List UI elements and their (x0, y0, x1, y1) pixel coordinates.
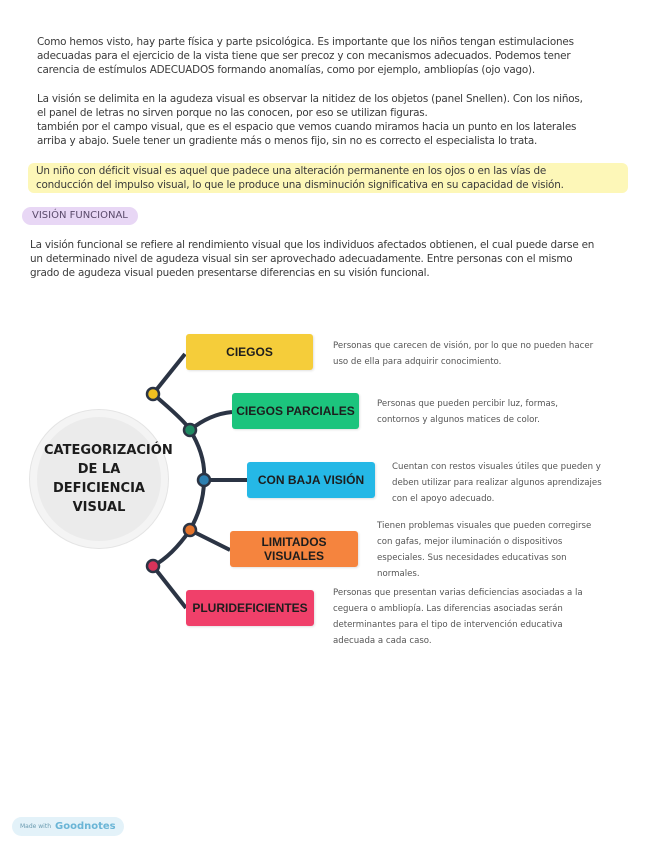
node-baja-vision (198, 474, 210, 486)
center-title-circle (30, 410, 173, 548)
category-diagram (0, 320, 656, 660)
connector-ciegos (153, 354, 185, 394)
desc-line: Cuentan con restos visuales útiles que pueden y (392, 462, 601, 472)
desc-line: con gafas, mejor iluminación o dispositivos (377, 537, 563, 547)
vision-paragraph (37, 92, 623, 148)
node-limitados (184, 524, 196, 536)
badge-brand: Goodnotes (55, 821, 116, 832)
description-baja-vision (392, 459, 652, 507)
text-line: carencia de estímulos ADECUADOS formando anomalías, como por ejemplo, ambliopías (ojo vago). (37, 64, 535, 76)
desc-line: con el apoyo adecuado. (392, 494, 495, 504)
goodnotes-badge[interactable] (12, 817, 124, 836)
center-line: DEFICIENCIA (53, 481, 145, 496)
desc-line: deben utilizar para realizar algunos aprendizajes (392, 478, 602, 488)
functional-vision-paragraph (30, 238, 630, 280)
text-line: Un niño con déficit visual es aquel que padece una alteración permanente en los ojos o en las vías de (36, 165, 547, 177)
desc-line: Personas que pueden percibir luz, formas, (377, 399, 559, 409)
text-line: arriba y abajo. Suele tener un gradiente más o menos fijo, sin no es correcto el especialista lo trata. (37, 135, 538, 147)
category-label: LIMITADOS VISUALES (261, 535, 327, 563)
description-ciegos (333, 338, 593, 370)
text-line: un determinado nivel de agudeza visual sin ser aprovechado adecuadamente. Entre personas con el mismo (30, 253, 573, 265)
text-line: el panel de letras no sirven porque no las conocen, por eso se utilizan figuras. (37, 107, 428, 119)
desc-line: uso de ella para adquirir conocimiento. (333, 357, 502, 367)
text-line: conducción del impulso visual, lo que le produce una disminución significativa en su capacidad de visión. (36, 179, 564, 191)
section-tag: VISIÓN FUNCIONAL (22, 207, 138, 225)
badge-prefix: Made with (20, 823, 51, 830)
text-line: La visión se delimita en la agudeza visual es observar la nitidez de los objetos (panel Snellen). Con los niños, (37, 93, 583, 105)
desc-line: Personas que presentan varias deficiencias asociadas a la (333, 588, 583, 598)
node-ciegos (147, 388, 159, 400)
text-line: adecuadas para el ejercicio de la vista tiene que ser precoz y con mecanismos adecuados. Podemos tener (37, 50, 571, 62)
desc-line: especiales. Sus necesidades educativas son (377, 553, 567, 563)
category-box-ciegos-parciales: CIEGOS PARCIALES (232, 393, 359, 429)
center-line: VISUAL (72, 500, 126, 515)
text-line: también por el campo visual, que es el espacio que vemos cuando miramos hacia un punto en los laterales (37, 121, 577, 133)
desc-line: contornos y algunos matices de color. (377, 415, 540, 425)
text-line: Como hemos visto, hay parte física y parte psicológica. Es importante que los niños tengan estimulaciones (37, 36, 574, 48)
desc-line: ceguera o ambliopía. Las diferencias asociadas serán (333, 604, 563, 614)
category-box-baja-vision: CON BAJA VISIÓN (247, 462, 375, 498)
desc-line: Tienen problemas visuales que pueden corregirse (377, 521, 592, 531)
description-pluri (333, 585, 593, 649)
description-ciegos-parciales (377, 396, 637, 428)
desc-line: Personas que carecen de visión, por lo que no pueden hacer (333, 341, 594, 351)
desc-line: determinantes para el tipo de intervención educativa (333, 620, 563, 630)
node-ciegos-parciales (184, 424, 196, 436)
desc-line: normales. (377, 569, 420, 579)
center-line: CATEGORIZACIÓN (44, 443, 173, 458)
center-line: DE LA (77, 462, 121, 477)
text-line: grado de agudeza visual pueden presentarse diferencias en su visión funcional. (30, 267, 430, 279)
connector-pluri (153, 566, 186, 608)
intro-paragraph (37, 35, 623, 77)
text-line: La visión funcional se refiere al rendimiento visual que los individuos afectados obtienen, el cual puede darse en (30, 239, 595, 251)
node-pluri (147, 560, 159, 572)
category-box-ciegos: CIEGOS (186, 334, 313, 370)
description-limitados (377, 518, 637, 582)
desc-line: adecuada a cada caso. (333, 636, 432, 646)
highlighted-definition (28, 163, 628, 193)
category-box-pluri: PLURIDEFICIENTES (186, 590, 314, 626)
category-box-limitados (230, 531, 358, 567)
